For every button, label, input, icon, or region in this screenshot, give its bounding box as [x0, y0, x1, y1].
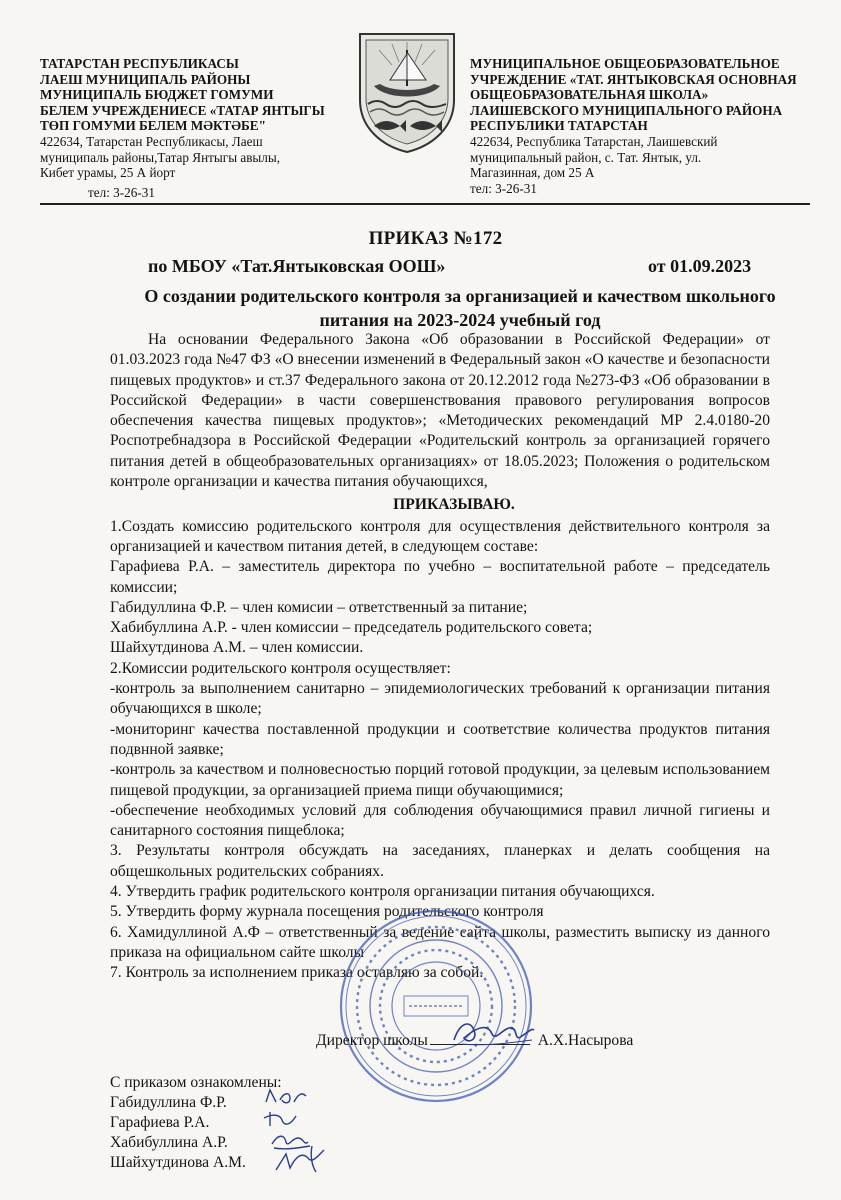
acquainted-list [110, 1073, 282, 1173]
director-signature-handwriting [448, 1016, 538, 1050]
letterhead-right-phone: тел: 3-26-31 [470, 180, 537, 196]
handwritten-initial [262, 1108, 302, 1130]
order-item: -обеспечение необходимых условий для соблюдения обучающимися правил личной гигиены и санитарного состояния пищеблока; [110, 801, 770, 840]
order-item: 4. Утвердить график родительского контроля организации питания обучающихся. [110, 883, 655, 901]
order-item: -контроль за выполнением санитарно – эпидемиологических требований к организации питания обучающихся в школе; [110, 680, 770, 718]
letterhead-left-address: муниципаль районы,Татар Янтыгы авылы, [40, 149, 281, 165]
coat-of-arms-emblem [352, 28, 462, 156]
acquainted-name: Шайхутдинова А.М. [110, 1154, 246, 1171]
letterhead-right-line: ОБЩЕОБРАЗОВАТЕЛЬНАЯ ШКОЛА» [470, 87, 709, 103]
handwritten-initial [262, 1086, 310, 1108]
acquainted-name: Габидуллина Ф.Р. [110, 1094, 227, 1111]
acquainted-name: Гарафиева Р.А. [110, 1114, 210, 1131]
letterhead-right-address: муниципальный район, с. Тат. Янтык, ул. [470, 149, 702, 165]
letterhead-right-line: УЧРЕЖДЕНИЕ «ТАТ. ЯНТЫКОВСКАЯ ОСНОВНАЯ [470, 71, 797, 87]
order-item: -мониторинг качества поставленной продукции и соответствие количества продуктов питания подвнной заявке; [110, 720, 770, 758]
letterhead-left-phone: тел: 3-26-31 [88, 184, 155, 200]
order-item: 6. Хамидуллиной А.Ф – ответственный за ведение сайта школы, разместить выписку из данного приказа на официальном сайте школы [110, 923, 770, 961]
letterhead-left-line: БЕЛЕМ УЧРЕЖДЕНИЕСЕ «ТАТАР ЯНТЫГЫ [40, 102, 325, 118]
order-item: 1.Создать комиссию родительского контроля для осуществления действительного контроля за организацией и качеством питания детей, в следующем составе: [110, 517, 770, 555]
order-item: -контроль за качеством и полновесностью порций готовой продукции, за целевым использованием пищевой продукции, за организацией приема пищи обучающимися; [110, 761, 770, 799]
letterhead-right-line: ЛАИШЕВСКОГО МУНИЦИПАЛЬНОГО РАЙОНА [470, 102, 783, 118]
letterhead-left [40, 56, 340, 200]
letterhead-left-address: Кибет урамы, 25 А йорт [40, 165, 176, 181]
order-item: 3. Результаты контроля обсуждать на заседаниях, планерках и делать сообщения на общешкольных родительских собраниях. [110, 842, 770, 880]
order-organization: по МБОУ «Тат.Янтыковская ООШ» [148, 256, 446, 276]
order-item: Шайхутдинова А.М. – член комиссии. [110, 639, 364, 657]
letterhead-divider [40, 203, 810, 205]
letterhead-left-line: МУНИЦИПАЛЬ БЮДЖЕТ ГОМУМИ [40, 87, 274, 103]
order-item: 7. Контроль за исполнением приказа оставляю за собой. [110, 964, 484, 982]
order-item: Хабибуллина А.Р. - член комиссии – председатель родительского совета; [110, 619, 593, 637]
letterhead-right [470, 56, 815, 196]
acquainted-heading: С приказом ознакомлены: [110, 1074, 282, 1091]
order-item: Гарафиева Р.А. – заместитель директора по учебно – воспитательной работе – председатель комиссии; [110, 558, 770, 596]
letterhead-left-line: ТАТАРСТАН РЕСПУБЛИКАСЫ [40, 56, 239, 71]
order-item: 2.Комиссии родительского контроля осуществляет: [110, 659, 451, 677]
order-preamble: На основании Федерального Закона «Об образовании в Российской Федерации» от 01.03.2023 года №47 ФЗ «О внесении изменений в Федеральный закон «О качестве и безопасности пищевых продуктов» и ст.37 Федерального закона от 20.12.2012 года №273-ФЗ «Об образовании в Российской Федерации» в части совершенствования правового регулирования вопросов обеспечения качества пищевых продуктов»; «Методических рекомендаций МР 2.4.0180-20 Роспотребнадзора в Российской Федерации «Родительский контроль за организацией горячего питания детей в общеобразовательных организациях» от 18.05.2023; Положения о родительском контроле организации и качества питания обучающихся, [110, 331, 770, 491]
letterhead-left-address: 422634, Татарстан Республикасы, Лаеш [40, 133, 263, 149]
letterhead-right-address: Магазинная, дом 25 А [470, 165, 595, 181]
signature-name: А.Х.Насырова [537, 1032, 634, 1049]
letterhead-right-line: МУНИЦИПАЛЬНОЕ ОБЩЕОБРАЗОВАТЕЛЬНОЕ [470, 56, 780, 71]
letterhead-left-line: ЛАЕШ МУНИЦИПАЛЬ РАЙОНЫ [40, 71, 251, 87]
letterhead-left-line: ТӨП ГОМУМИ БЕЛЕМ МӘКТӘБЕ" [40, 118, 266, 134]
letterhead-right-address: 422634, Республика Татарстан, Лаишевский [470, 133, 718, 149]
order-subject: О создании родительского контроля за организацией и качеством школьного питания на 2023-2024 учебный год [144, 286, 776, 330]
acquainted-name: Хабибуллина А.Р. [110, 1134, 228, 1151]
official-stamp [338, 908, 534, 1104]
order-date: от 01.09.2023 [648, 256, 752, 276]
letterhead-right-line: РЕСПУБЛИКИ ТАТАРСТАН [470, 118, 648, 134]
order-body [110, 330, 770, 984]
handwritten-initial [272, 1142, 332, 1176]
order-item: 5. Утвердить форму журнала посещения родительского контроля [110, 903, 544, 921]
order-item: Габидуллина Ф.Р. – член комисии – ответственный за питание; [110, 598, 528, 616]
order-title: ПРИКАЗ №172 [368, 228, 503, 249]
decree-heading: ПРИКАЗЫВАЮ. [393, 496, 515, 514]
signature-role: Директор школы [316, 1032, 428, 1049]
